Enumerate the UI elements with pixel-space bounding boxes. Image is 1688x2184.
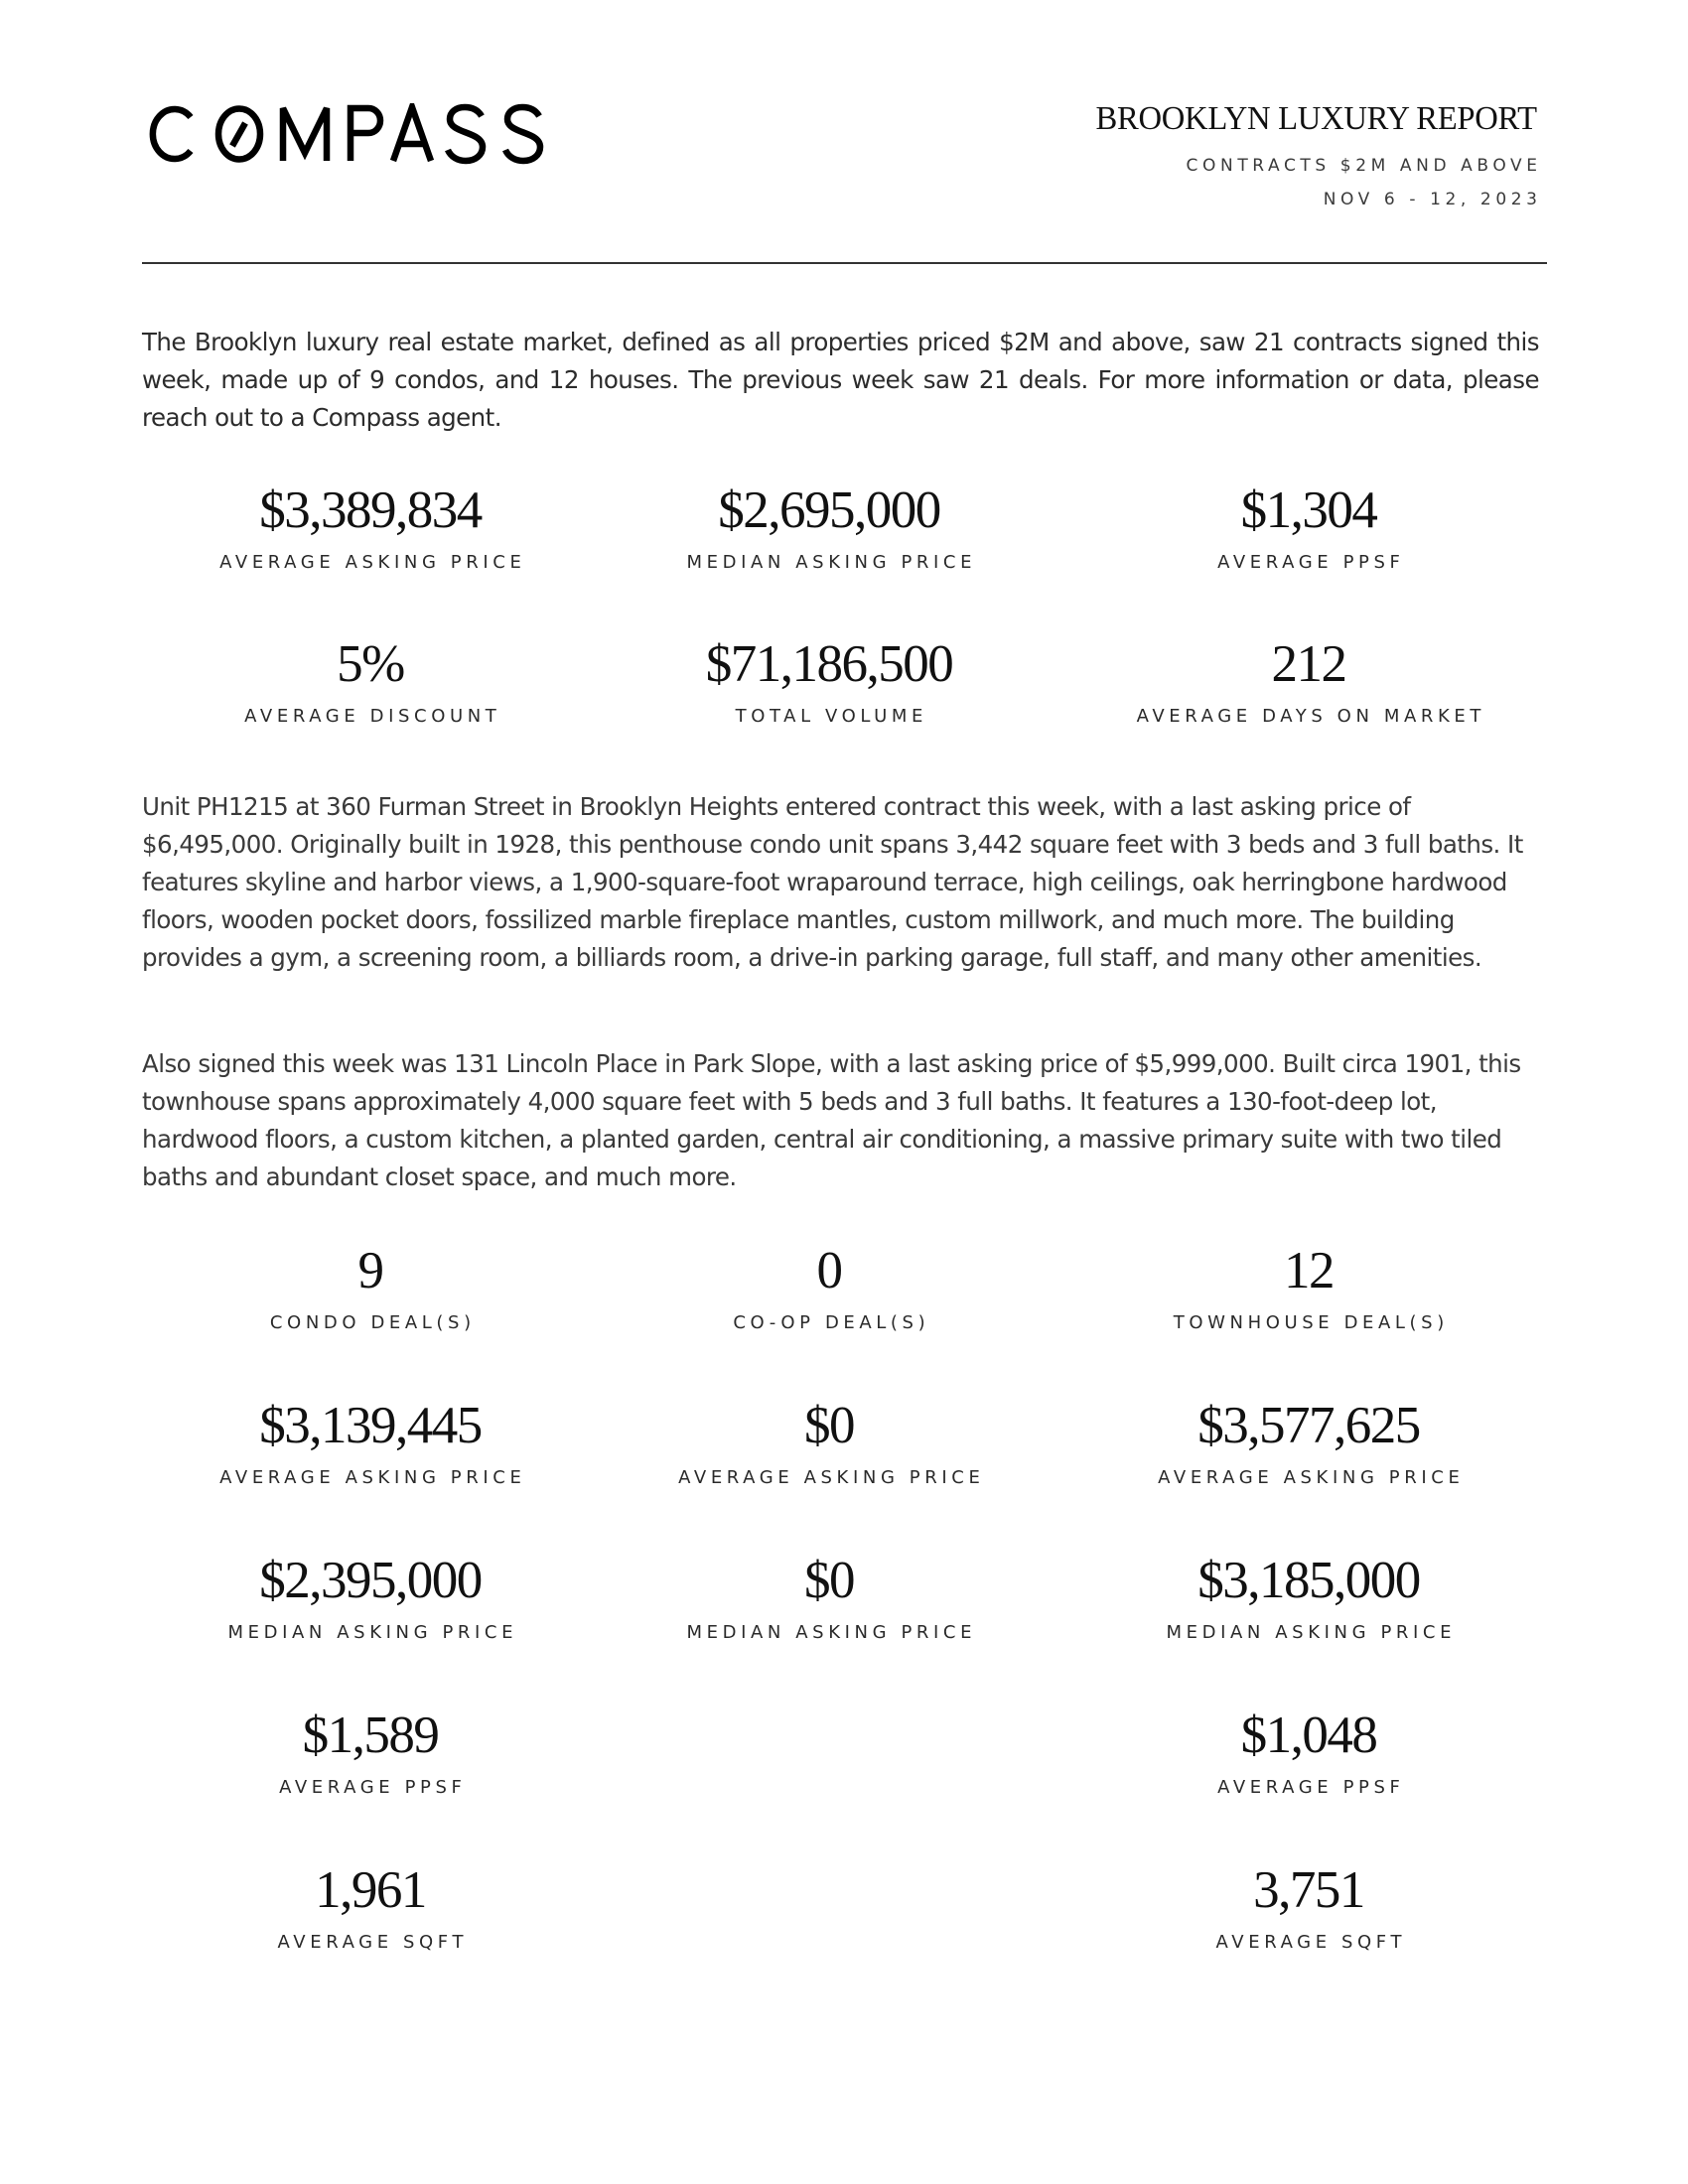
stat-label: MEDIAN ASKING PRICE xyxy=(686,552,977,573)
stat-label: AVERAGE SQFT xyxy=(1215,1932,1407,1953)
condo-average-sqft xyxy=(142,1860,599,1955)
stat-value: 5% xyxy=(337,635,404,693)
stat-label: AVERAGE PPSF xyxy=(279,1777,467,1798)
stat-average-days-on-market xyxy=(1080,634,1537,729)
stat-value: 9 xyxy=(357,1242,383,1299)
stat-average-ppsf xyxy=(1080,480,1537,575)
stat-value: $1,048 xyxy=(1240,1706,1377,1764)
stat-label: AVERAGE ASKING PRICE xyxy=(219,552,526,573)
stat-label: AVERAGE ASKING PRICE xyxy=(219,1467,526,1488)
stat-total-volume xyxy=(601,634,1057,729)
stat-value: $0 xyxy=(804,1552,854,1609)
stat-label: AVERAGE PPSF xyxy=(1217,552,1405,573)
stat-label: MEDIAN ASKING PRICE xyxy=(227,1622,518,1643)
stat-label: AVERAGE DAYS ON MARKET xyxy=(1136,706,1485,727)
stat-value: $2,695,000 xyxy=(718,481,940,539)
stat-value: $3,577,625 xyxy=(1197,1397,1420,1454)
stat-label: CO-OP DEAL(S) xyxy=(733,1312,930,1333)
stat-label: CONDO DEAL(S) xyxy=(269,1312,476,1333)
stat-label: MEDIAN ASKING PRICE xyxy=(686,1622,977,1643)
stat-value: $1,304 xyxy=(1240,481,1377,539)
coop-deals xyxy=(601,1241,1057,1335)
stat-label: MEDIAN ASKING PRICE xyxy=(1166,1622,1457,1643)
stat-average-discount xyxy=(142,634,599,729)
coop-average-asking-price xyxy=(601,1396,1057,1490)
townhouse-average-sqft xyxy=(1080,1860,1537,1955)
condo-average-asking-price xyxy=(142,1396,599,1490)
stat-median-asking-price xyxy=(601,480,1057,575)
stat-value: $2,395,000 xyxy=(259,1552,482,1609)
townhouse-average-asking-price xyxy=(1080,1396,1537,1490)
stat-value: $3,185,000 xyxy=(1197,1552,1420,1609)
stat-value: $71,186,500 xyxy=(705,635,953,693)
header-divider xyxy=(142,262,1547,264)
feature-paragraph-lincoln: Also signed this week was 131 Lincoln Place in Park Slope, with a last asking price of $5,999,000. Built circa 1901, this townhouse spans approximately 4,000 square feet with 5 beds and 3 full baths. It features a 130-foot-deep lot, hardwood floors, a custom kitchen, a planted garden, central air conditioning, a massive primary suite with two tiled baths and abundant closet space, and much more. xyxy=(142,1049,1521,1191)
stat-label: AVERAGE SQFT xyxy=(277,1932,469,1953)
stat-value: $1,589 xyxy=(302,1706,439,1764)
report-header xyxy=(1077,99,1542,209)
compass-logo xyxy=(145,103,566,165)
coop-median-asking-price xyxy=(601,1551,1057,1645)
intro-paragraph: The Brooklyn luxury real estate market, defined as all properties priced $2M and above, saw 21 contracts signed this week, made up of 9 condos, and 12 houses. The previous week saw 21 deals. For more information or data, please reach out to a Compass agent. xyxy=(142,328,1539,432)
stat-label: TOTAL VOLUME xyxy=(735,706,927,727)
stat-label: AVERAGE ASKING PRICE xyxy=(1158,1467,1465,1488)
condo-median-asking-price xyxy=(142,1551,599,1645)
stat-value: $0 xyxy=(804,1397,854,1454)
stat-label: AVERAGE DISCOUNT xyxy=(244,706,501,727)
stat-value: 212 xyxy=(1271,635,1346,693)
stat-value: $3,139,445 xyxy=(259,1397,482,1454)
feature-paragraph-furman: Unit PH1215 at 360 Furman Street in Brooklyn Heights entered contract this week, with a last asking price of $6,495,000. Originally built in 1928, this penthouse condo unit spans 3,442 square feet with 3 beds and 3 full baths. It features skyline and harbor views, a 1,900-square-foot wraparound terrace, high ceilings, oak herringbone hardwood floors, wooden pocket doors, fossilized marble fireplace mantles, custom millwork, and much more. The building provides a gym, a screening room, a billiards room, a drive-in parking garage, full staff, and many other amenities. xyxy=(142,792,1523,972)
compass-wordmark-icon xyxy=(145,103,566,165)
condo-deals xyxy=(142,1241,599,1335)
stat-label: AVERAGE ASKING PRICE xyxy=(678,1467,985,1488)
townhouse-average-ppsf xyxy=(1080,1706,1537,1800)
report-title: BROOKLYN LUXURY REPORT xyxy=(1095,100,1537,137)
stat-value: 3,751 xyxy=(1253,1861,1364,1919)
stat-value: 1,961 xyxy=(315,1861,426,1919)
townhouse-median-asking-price xyxy=(1080,1551,1537,1645)
stat-label: AVERAGE PPSF xyxy=(1217,1777,1405,1798)
stat-value: 12 xyxy=(1284,1242,1334,1299)
stat-value: $3,389,834 xyxy=(259,481,482,539)
report-date-range: NOV 6 - 12, 2023 xyxy=(1323,190,1542,209)
stat-label: TOWNHOUSE DEAL(S) xyxy=(1173,1312,1449,1333)
stat-value: 0 xyxy=(816,1242,842,1299)
condo-average-ppsf xyxy=(142,1706,599,1800)
townhouse-deals xyxy=(1080,1241,1537,1335)
report-subtitle: CONTRACTS $2M AND ABOVE xyxy=(1186,156,1542,176)
stat-average-asking-price xyxy=(142,480,599,575)
